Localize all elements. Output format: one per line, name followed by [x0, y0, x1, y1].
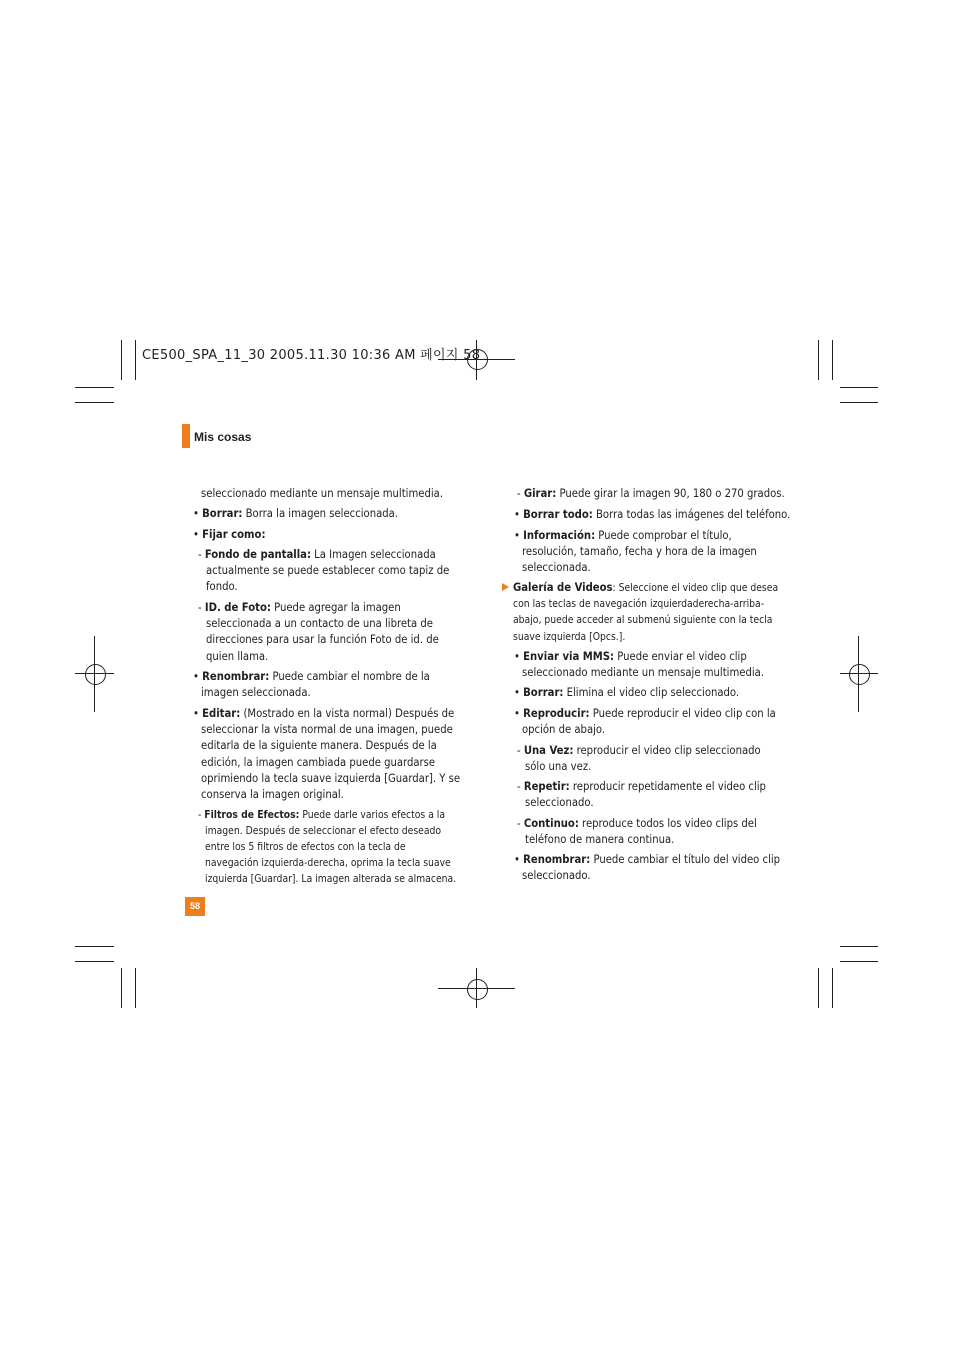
item-text: oprimiendo la tecla suave izquierda [Guardar]. Y se — [201, 771, 461, 785]
item-text: seleccionada a un contacto de una libreta de — [206, 617, 433, 631]
item-label: Girar: — [523, 487, 557, 500]
item-text: con las teclas de navegación izquierdaderecha-arriba- — [513, 598, 765, 611]
item-text: Borra la imagen seleccionada. — [242, 507, 398, 520]
item-text: Puede darle varios efectos a la — [299, 809, 446, 821]
item-label: ID. de Foto: — [204, 601, 271, 614]
item-text: Puede girar la imagen 90, 180 o 270 grados. — [556, 487, 785, 500]
list-item-editar: • Editar: (Mostrado en la vista normal) Después de seleccionar la vista normal de una imagen, puede editarla de la siguiente manera. Después de la edición, la imagen cambiada puede guardarse oprimiendo la tecla suave izquierda [Guardar]. Y se conserva la imagen original. — [193, 706, 480, 803]
item-text: seleccionado. — [525, 796, 594, 810]
item-text: reproduce todos los video clips del — [578, 817, 757, 830]
item-label: Reproducir: — [523, 707, 590, 720]
sub-item-fondo: - Fondo de pantalla: La Imagen seleccionada actualmente se puede establecer como tapiz de fondo. — [198, 547, 480, 596]
list-item-borrar-todo: • Borrar todo: Borra todas las imágenes del teléfono. — [514, 508, 791, 521]
item-text: seleccionado. — [522, 869, 591, 883]
section-title: Mis cosas — [194, 430, 252, 444]
list-item-renombrar: • Renombrar: Puede cambiar el nombre de la imagen seleccionada. — [193, 669, 480, 701]
item-text: imagen. Después de seleccionar el efecto deseado — [205, 825, 442, 837]
item-label: Filtros de Efectos: — [204, 809, 300, 821]
item-text: suave izquierda [Opcs.]. — [513, 630, 626, 643]
item-label: Galería de Videos — [513, 581, 613, 594]
item-label: Repetir: — [523, 780, 570, 793]
item-text: Puede agregar la imagen — [270, 601, 401, 614]
item-text: Elimina el video clip seleccionado. — [563, 686, 740, 699]
item-label: Fijar como: — [202, 528, 266, 541]
item-label: Renombrar: — [523, 853, 591, 866]
print-header: CE500_SPA_11_30 2005.11.30 10:36 AM 페이지 58 — [142, 348, 481, 363]
item-text: abajo, puede acceder al submenú siguiente con la tecla — [513, 614, 773, 627]
item-text: teléfono de manera continua. — [525, 833, 675, 847]
item-text: Puede cambiar el nombre de la — [269, 670, 430, 683]
section-galeria-videos — [502, 580, 800, 645]
item-text: reproducir el video clip seleccionado — [573, 744, 761, 757]
item-text: entre los 5 filtros de efectos con la tecla de — [205, 841, 406, 853]
item-text: opción de abajo. — [522, 723, 606, 737]
item-label: Borrar todo: — [523, 508, 593, 521]
item-text: reproducir repetidamente el video clip — [569, 780, 766, 793]
item-label: Una Vez: — [523, 744, 574, 757]
paragraph: seleccionado mediante un mensaje multimedia. — [201, 487, 444, 500]
sub-item-una-vez: - Una Vez: reproducir el video clip seleccionado sólo una vez. — [517, 743, 800, 775]
item-label: Editar: — [202, 707, 241, 720]
list-item-informacion: • Información: Puede comprobar el título, resolución, tamaño, fecha y hora de la imagen seleccionada. — [514, 528, 800, 577]
sub-item-filtros: - Filtros de Efectos: Puede darle varios efectos a la imagen. Después de seleccionar el efecto deseado entre los 5 filtros de efectos con la tecla de navegación izquierda-derecha, oprima la tecla suave izquierda [Guardar]. La imagen alterada se almacena. — [198, 807, 480, 887]
item-label: Enviar via MMS: — [523, 650, 615, 663]
item-text: quien llama. — [206, 649, 269, 663]
item-text: fondo. — [206, 580, 238, 594]
sub-item-repetir: - Repetir: reproducir repetidamente el video clip seleccionado. — [517, 779, 800, 811]
list-item-borrar: • Borrar: Borra la imagen seleccionada. — [193, 507, 398, 520]
arrow-right-icon — [502, 583, 509, 591]
list-item-borrar-video: • Borrar: Elimina el video clip seleccionado. — [514, 686, 740, 699]
item-text: seleccionado mediante un mensaje multimedia. — [522, 666, 765, 680]
item-text: direcciones para usar la función Foto de id. de — [206, 633, 439, 647]
list-item-renombrar-video: • Renombrar: Puede cambiar el título del video clip seleccionado. — [514, 852, 800, 884]
item-text: editarla de la siguiente manera. Después de la — [201, 739, 437, 753]
item-text: (Mostrado en la vista normal) Después de — [240, 707, 455, 720]
item-text: Borra todas las imágenes del teléfono. — [592, 508, 791, 521]
sub-item-girar: - Girar: Puede girar la imagen 90, 180 o 270 grados. — [517, 487, 785, 500]
item-text: edición, la imagen cambiada puede guardarse — [201, 755, 436, 769]
list-item-enviar-mms: • Enviar via MMS: Puede enviar el video clip seleccionado mediante un mensaje multimedia. — [514, 649, 800, 681]
item-text: Puede enviar el video clip — [614, 650, 747, 663]
item-label: Borrar: — [523, 686, 564, 699]
item-text: sólo una vez. — [525, 760, 592, 774]
item-label: Continuo: — [523, 817, 579, 830]
item-text: imagen seleccionada. — [201, 686, 311, 700]
item-text: Puede comprobar el título, — [595, 529, 732, 542]
item-label: Información: — [523, 529, 596, 542]
item-text: seleccionar la vista normal de una imagen, puede — [201, 723, 453, 737]
page-number: 58 — [185, 897, 205, 916]
item-text: : Seleccione el video clip que desea — [612, 582, 779, 594]
section-marker — [182, 424, 190, 448]
item-text: seleccionada. — [522, 561, 591, 575]
item-text: La Imagen seleccionada — [310, 548, 436, 561]
item-label: Renombrar: — [202, 670, 270, 683]
item-text: izquierda [Guardar]. La imagen alterada se almacena. — [205, 873, 457, 885]
item-text: resolución, tamaño, fecha y hora de la imagen — [522, 545, 757, 559]
item-text: actualmente se puede establecer como tapiz de — [206, 564, 450, 578]
item-text: Puede cambiar el título del video clip — [590, 853, 781, 866]
item-label: Borrar: — [202, 507, 243, 520]
list-item-reproducir: • Reproducir: Puede reproducir el video clip con la opción de abajo. — [514, 706, 800, 738]
item-text: conserva la imagen original. — [201, 788, 344, 802]
item-label: Fondo de pantalla: — [204, 548, 311, 561]
list-item-fijar: • Fijar como: — [193, 528, 266, 541]
item-text: Puede reproducir el video clip con la — [589, 707, 776, 720]
right-column — [500, 486, 800, 886]
left-column — [190, 486, 480, 896]
sub-item-continuo: - Continuo: reproduce todos los video clips del teléfono de manera continua. — [517, 816, 800, 848]
item-text: navegación izquierda-derecha, oprima la tecla suave — [205, 857, 451, 869]
sub-item-idfoto: - ID. de Foto: Puede agregar la imagen seleccionada a un contacto de una libreta de direcciones para usar la función Foto de id. de quien llama. — [198, 600, 480, 665]
